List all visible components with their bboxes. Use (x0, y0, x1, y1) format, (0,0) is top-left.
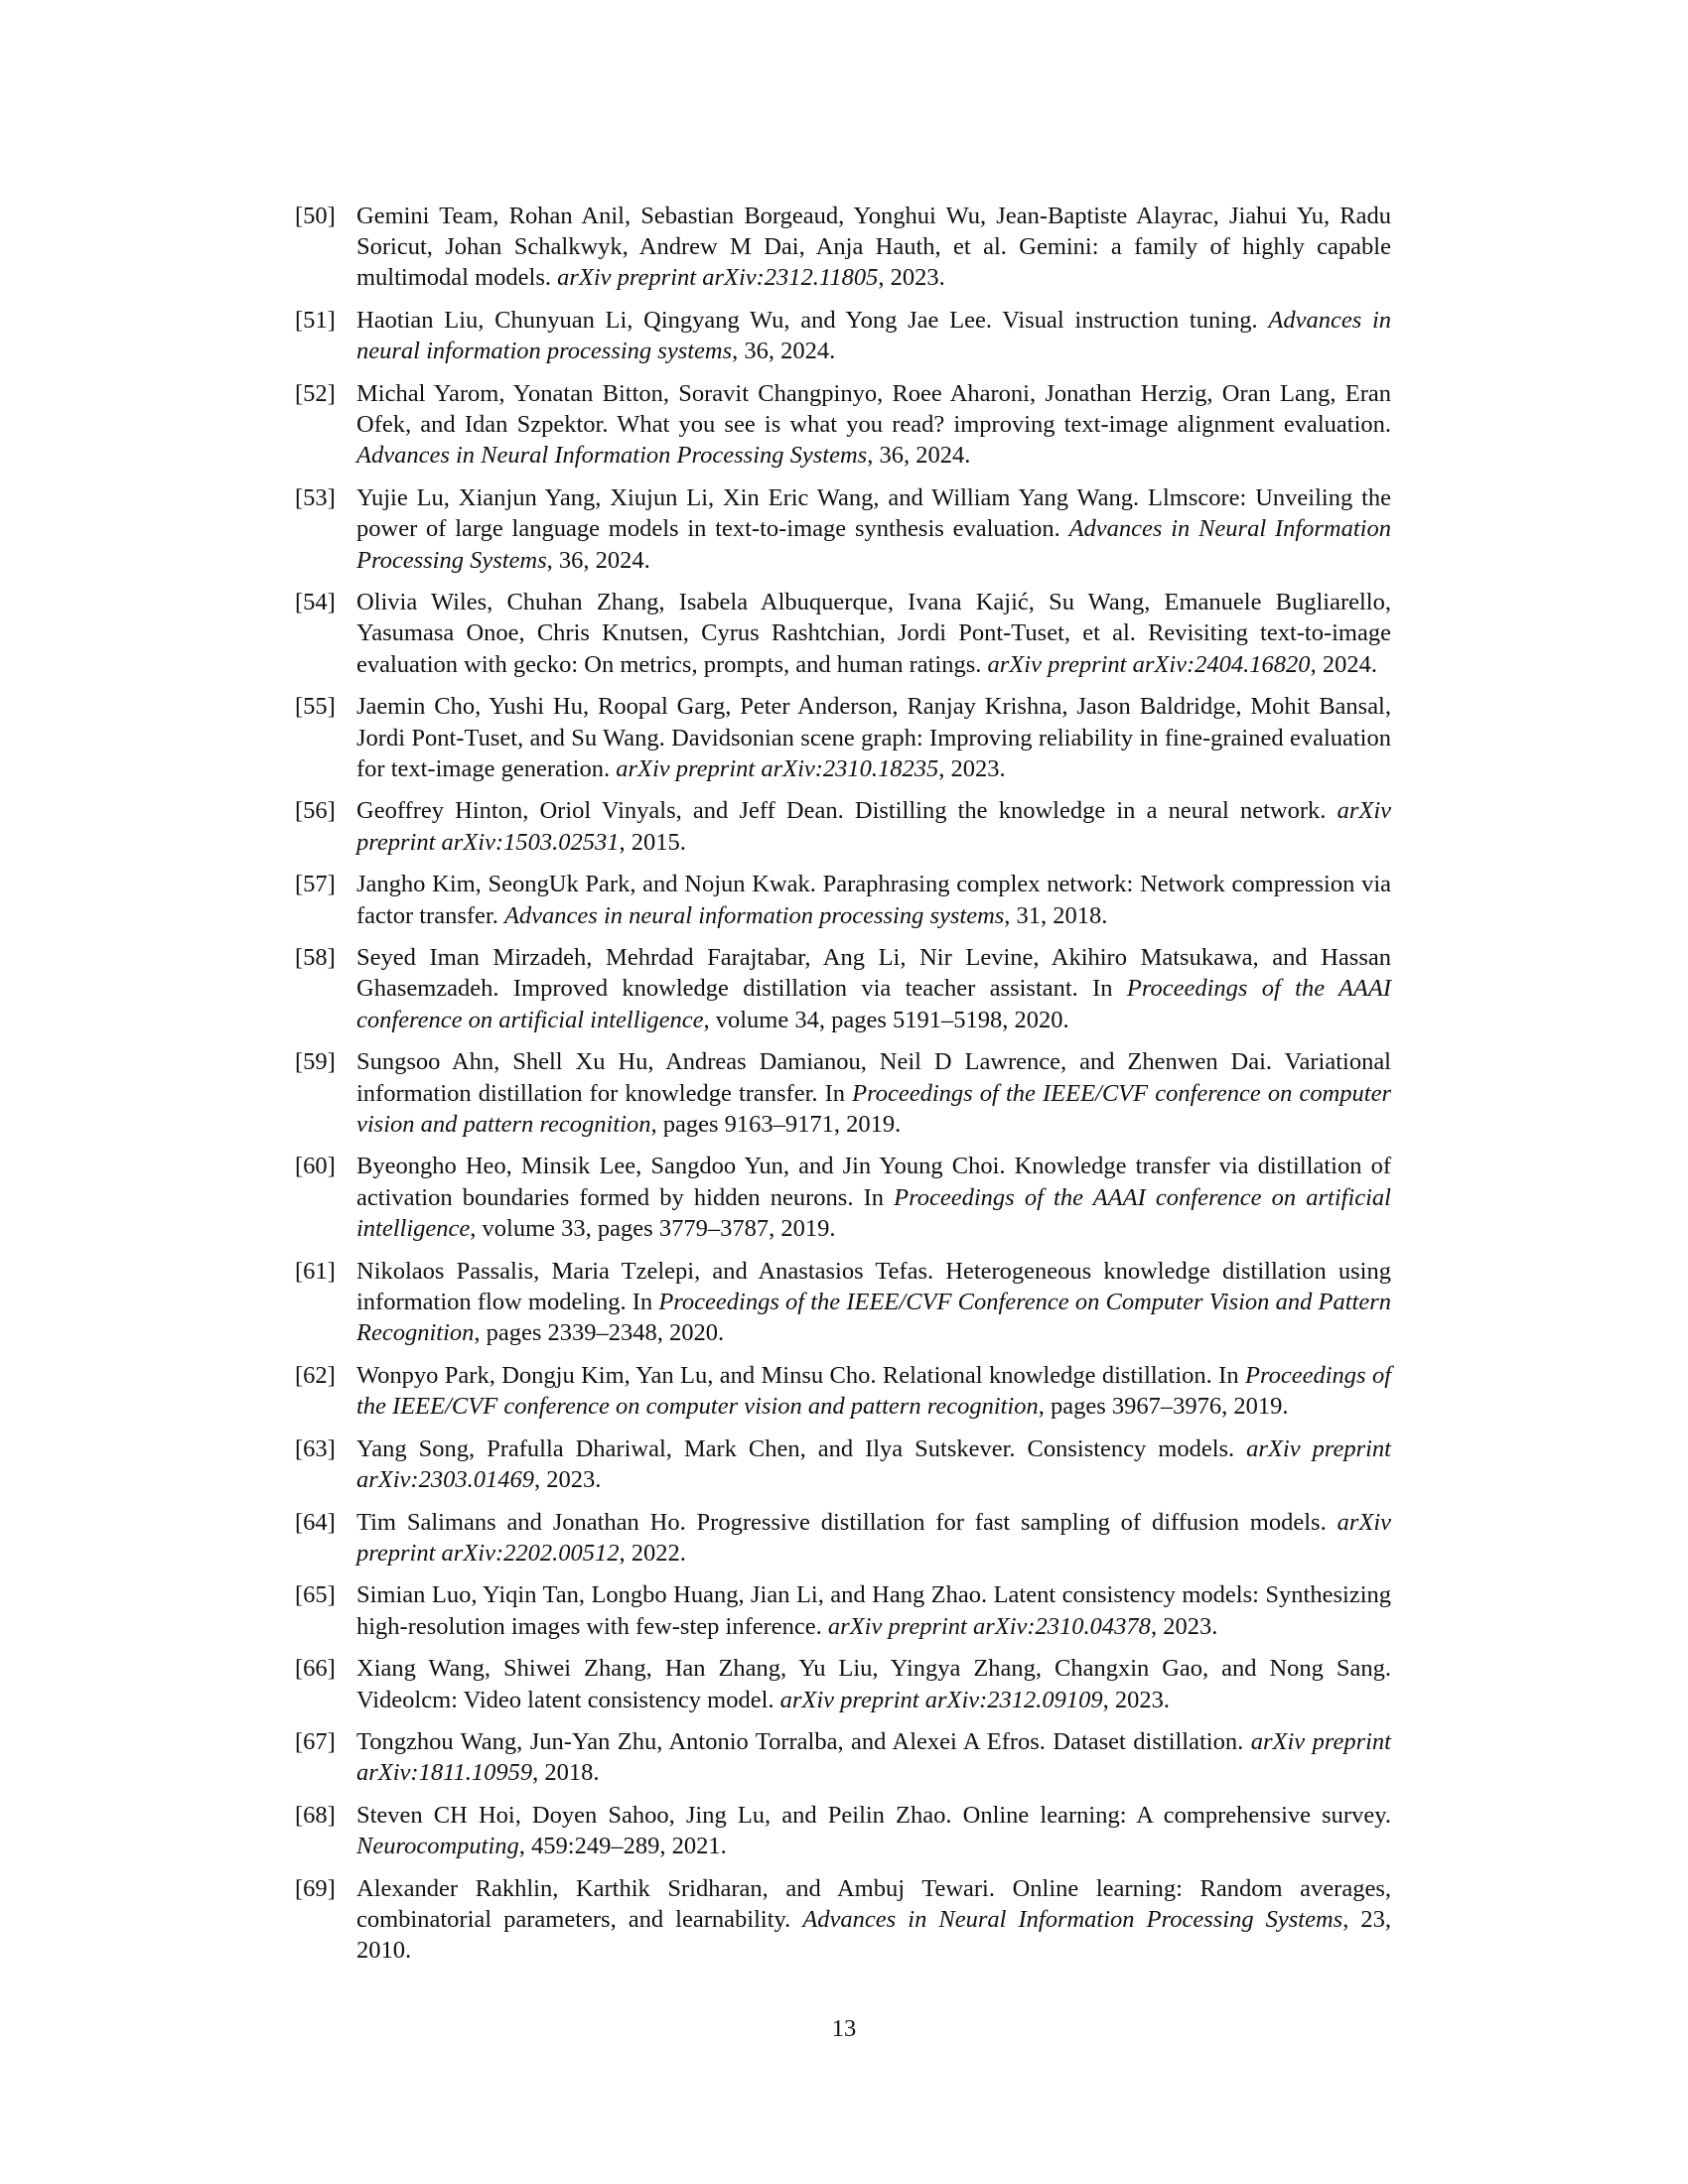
reference-text (356, 305, 1391, 366)
reference-text (356, 1579, 1391, 1641)
reference-text (356, 1507, 1391, 1569)
reference-venue: Advances in Neural Information Processing Systems (802, 1906, 1343, 1934)
reference-text (356, 1151, 1391, 1244)
reference-venue: arXiv preprint arXiv:2310.18235 (616, 754, 939, 782)
reference-list (295, 201, 1391, 1978)
reference-number: [64] (295, 1508, 336, 1536)
reference-body: , 459:249–289, 2021. (518, 1833, 727, 1860)
reference-body: , 23, 2010. (356, 1906, 1391, 1965)
reference-body: Xiang Wang, Shiwei Zhang, Han Zhang, Yu Liu, Yingya Zhang, Changxin Gao, and Nong Sang. Videolcm: Video latent consistency model. (356, 1655, 1391, 1713)
reference-number: [54] (295, 589, 336, 616)
reference-number: [68] (295, 1802, 336, 1830)
reference-body: Gemini Team, Rohan Anil, Sebastian Borgeaud, Yonghui Wu, Jean-Baptiste Alayrac, Jiahui Yu, Radu Soricut, Johan Schalkwyk, Andrew M Dai, Anja Hauth, et al. Gemini: a family of highly capable multimodal models. (356, 203, 1391, 292)
reference-body: Sungsoo Ahn, Shell Xu Hu, Andreas Damianou, Neil D Lawrence, and Zhenwen Dai. Variational information distillation for knowledge transfer. In (356, 1048, 1391, 1107)
reference-body: Simian Luo, Yiqin Tan, Longbo Huang, Jian Li, and Hang Zhao. Latent consistency models: Synthesizing high-resolution images with few-step inference. (356, 1581, 1391, 1640)
reference-text (356, 1046, 1391, 1140)
reference-body: Alexander Rakhlin, Karthik Sridharan, and Ambuj Tewari. Online learning: Random averages, combinatorial parameters, and learnability. (356, 1875, 1391, 1934)
reference-body: , 2023. (1150, 1612, 1218, 1640)
reference-item (295, 1256, 1391, 1349)
reference-item (295, 795, 1391, 857)
reference-item (295, 1151, 1391, 1244)
reference-text (356, 378, 1391, 472)
reference-body: , 2023. (878, 264, 945, 292)
reference-number: [61] (295, 1257, 336, 1285)
reference-number: [57] (295, 871, 336, 898)
reference-text (356, 482, 1391, 576)
reference-text (356, 691, 1391, 784)
reference-venue: Proceedings of the IEEE/CVF conference on computer vision and pattern recognition (356, 1361, 1392, 1420)
reference-text (356, 587, 1391, 680)
reference-body: Yujie Lu, Xianjun Yang, Xiujun Li, Xin Eric Wang, and William Yang Wang. Llmscore: Unveiling the power of large language models in text-to-image synthesis evaluation. (356, 484, 1391, 543)
reference-number: [51] (295, 307, 336, 335)
reference-venue: arXiv preprint arXiv:2404.16820 (987, 650, 1311, 678)
reference-venue: Neurocomputing (356, 1833, 519, 1860)
reference-venue: arXiv preprint arXiv:2310.04378 (827, 1612, 1151, 1640)
reference-venue: arXiv preprint arXiv:2312.11805 (557, 264, 879, 292)
reference-venue: Advances in Neural Information Processing Systems (356, 442, 868, 470)
reference-body: Yang Song, Prafulla Dhariwal, Mark Chen, and Ilya Sutskever. Consistency models. (356, 1434, 1247, 1462)
reference-body: Wonpyo Park, Dongju Kim, Yan Lu, and Minsu Cho. Relational knowledge distillation. In (356, 1361, 1245, 1389)
reference-body: Tim Salimans and Jonathan Ho. Progressive distillation for fast sampling of diffusion models. (356, 1508, 1337, 1536)
reference-body: Geoffrey Hinton, Oriol Vinyals, and Jeff Dean. Distilling the knowledge in a neural network. (356, 797, 1337, 825)
reference-item (295, 482, 1391, 576)
reference-number: [58] (295, 944, 336, 972)
reference-text (356, 1360, 1391, 1422)
reference-venue: Proceedings of the IEEE/CVF Conference on Computer Vision and Pattern Recognition (356, 1288, 1391, 1346)
reference-text (356, 942, 1391, 1035)
reference-number: [56] (295, 797, 336, 825)
reference-number: [67] (295, 1728, 336, 1756)
reference-body: , 36, 2024. (867, 442, 971, 470)
reference-text (356, 1726, 1391, 1788)
reference-item (295, 587, 1391, 680)
reference-item (295, 1046, 1391, 1140)
reference-body: , 31, 2018. (1004, 901, 1108, 929)
reference-item (295, 1653, 1391, 1714)
reference-body: Jangho Kim, SeongUk Park, and Nojun Kwak. Paraphrasing complex network: Network compression via factor transfer. (356, 871, 1391, 929)
reference-text (356, 1800, 1391, 1861)
reference-text (356, 869, 1391, 930)
reference-body: , pages 2339–2348, 2020. (474, 1319, 725, 1346)
reference-item (295, 1507, 1391, 1569)
reference-venue: arXiv preprint arXiv:1811.10959 (356, 1728, 1391, 1787)
reference-body: Haotian Liu, Chunyuan Li, Qingyang Wu, and Yong Jae Lee. Visual instruction tuning. (356, 307, 1269, 335)
reference-body: , volume 34, pages 5191–5198, 2020. (703, 1006, 1069, 1033)
reference-number: [65] (295, 1581, 336, 1609)
reference-venue: Advances in Neural Information Processing Systems (356, 515, 1391, 574)
reference-body: , 2023. (1102, 1686, 1171, 1713)
reference-body: Steven CH Hoi, Doyen Sahoo, Jing Lu, and Peilin Zhao. Online learning: A comprehensive survey. (356, 1802, 1391, 1830)
reference-number: [62] (295, 1361, 336, 1389)
reference-venue: Advances in neural information processing systems (503, 901, 1005, 929)
reference-body: , 36, 2024. (732, 338, 836, 365)
reference-body: , 2015. (619, 828, 686, 856)
reference-body: , pages 9163–9171, 2019. (650, 1110, 902, 1138)
reference-body: Michal Yarom, Yonatan Bitton, Soravit Changpinyo, Roee Aharoni, Jonathan Herzig, Oran Lang, Eran Ofek, and Idan Szpektor. What you see is what you read? improving text-image alignment evaluation. (356, 380, 1391, 439)
reference-body: , volume 33, pages 3779–3787, 2019. (470, 1214, 836, 1242)
reference-text (356, 1256, 1391, 1349)
reference-body: Nikolaos Passalis, Maria Tzelepi, and Anastasios Tefas. Heterogeneous knowledge distillation using information flow modeling. In (356, 1257, 1391, 1315)
reference-number: [50] (295, 203, 336, 229)
reference-body: , 2022. (619, 1539, 686, 1567)
reference-text (356, 1873, 1391, 1967)
reference-body: Seyed Iman Mirzadeh, Mehrdad Farajtabar, Ang Li, Nir Levine, Akihiro Matsukawa, and Hassan Ghasemzadeh. Improved knowledge distillation via teacher assistant. In (356, 944, 1391, 1003)
reference-text (356, 1433, 1391, 1495)
reference-item (295, 378, 1391, 472)
reference-venue: Proceedings of the IEEE/CVF conference on computer vision and pattern recognition (356, 1079, 1391, 1138)
reference-number: [60] (295, 1153, 336, 1180)
reference-item (295, 305, 1391, 366)
reference-item (295, 691, 1391, 784)
reference-venue: arXiv preprint arXiv:1503.02531 (356, 797, 1391, 856)
reference-number: [69] (295, 1875, 336, 1903)
reference-venue: arXiv preprint arXiv:2312.09109 (779, 1686, 1103, 1713)
reference-body: , 2023. (938, 754, 1006, 782)
reference-number: [66] (295, 1655, 336, 1683)
reference-number: [53] (295, 484, 336, 512)
reference-item (295, 1873, 1391, 1967)
reference-body: , pages 3967–3976, 2019. (1038, 1392, 1289, 1420)
reference-venue: Proceedings of the AAAI conference on artificial intelligence (356, 975, 1391, 1033)
reference-number: [63] (295, 1434, 336, 1462)
reference-venue: arXiv preprint arXiv:2202.00512 (356, 1508, 1391, 1567)
reference-body: , 2018. (532, 1759, 600, 1787)
reference-body: Tongzhou Wang, Jun-Yan Zhu, Antonio Torralba, and Alexei A Efros. Dataset distillation. (356, 1728, 1251, 1756)
reference-body: , 2024. (1310, 650, 1377, 678)
reference-item (295, 1433, 1391, 1495)
reference-number: [59] (295, 1048, 336, 1076)
reference-number: [52] (295, 380, 336, 408)
page-number: 13 (831, 2015, 857, 2042)
reference-body: , 2023. (533, 1465, 602, 1493)
reference-item (295, 1726, 1391, 1788)
reference-text (356, 201, 1391, 294)
reference-body: , 36, 2024. (546, 546, 650, 574)
reference-number: [55] (295, 693, 336, 721)
reference-item (295, 1360, 1391, 1422)
reference-venue: Proceedings of the AAAI conference on artificial intelligence (356, 1183, 1391, 1242)
reference-venue: arXiv preprint arXiv:2303.01469 (356, 1434, 1391, 1493)
reference-item (295, 1800, 1391, 1861)
reference-body: Jaemin Cho, Yushi Hu, Roopal Garg, Peter Anderson, Ranjay Krishna, Jason Baldridge, Mohit Bansal, Jordi Pont-Tuset, and Su Wang. Davidsonian scene graph: Improving reliability in fine-grained evaluation for text-image generation. (356, 693, 1391, 782)
reference-text (356, 1653, 1391, 1714)
reference-item (295, 942, 1391, 1035)
reference-item (295, 201, 1391, 294)
reference-venue: Advances in neural information processing systems (356, 307, 1391, 365)
reference-body: Byeongho Heo, Minsik Lee, Sangdoo Yun, and Jin Young Choi. Knowledge transfer via distillation of activation boundaries formed by hidden neurons. In (356, 1153, 1391, 1211)
reference-body: Olivia Wiles, Chuhan Zhang, Isabela Albuquerque, Ivana Kajić, Su Wang, Emanuele Bugliarello, Yasumasa Onoe, Chris Knutsen, Cyrus Rashtchian, Jordi Pont-Tuset, et al. Revisiting text-to-image evaluation with gecko: On metrics, prompts, and human ratings. (356, 589, 1391, 678)
reference-text (356, 795, 1391, 857)
reference-item (295, 869, 1391, 930)
reference-item (295, 1579, 1391, 1641)
